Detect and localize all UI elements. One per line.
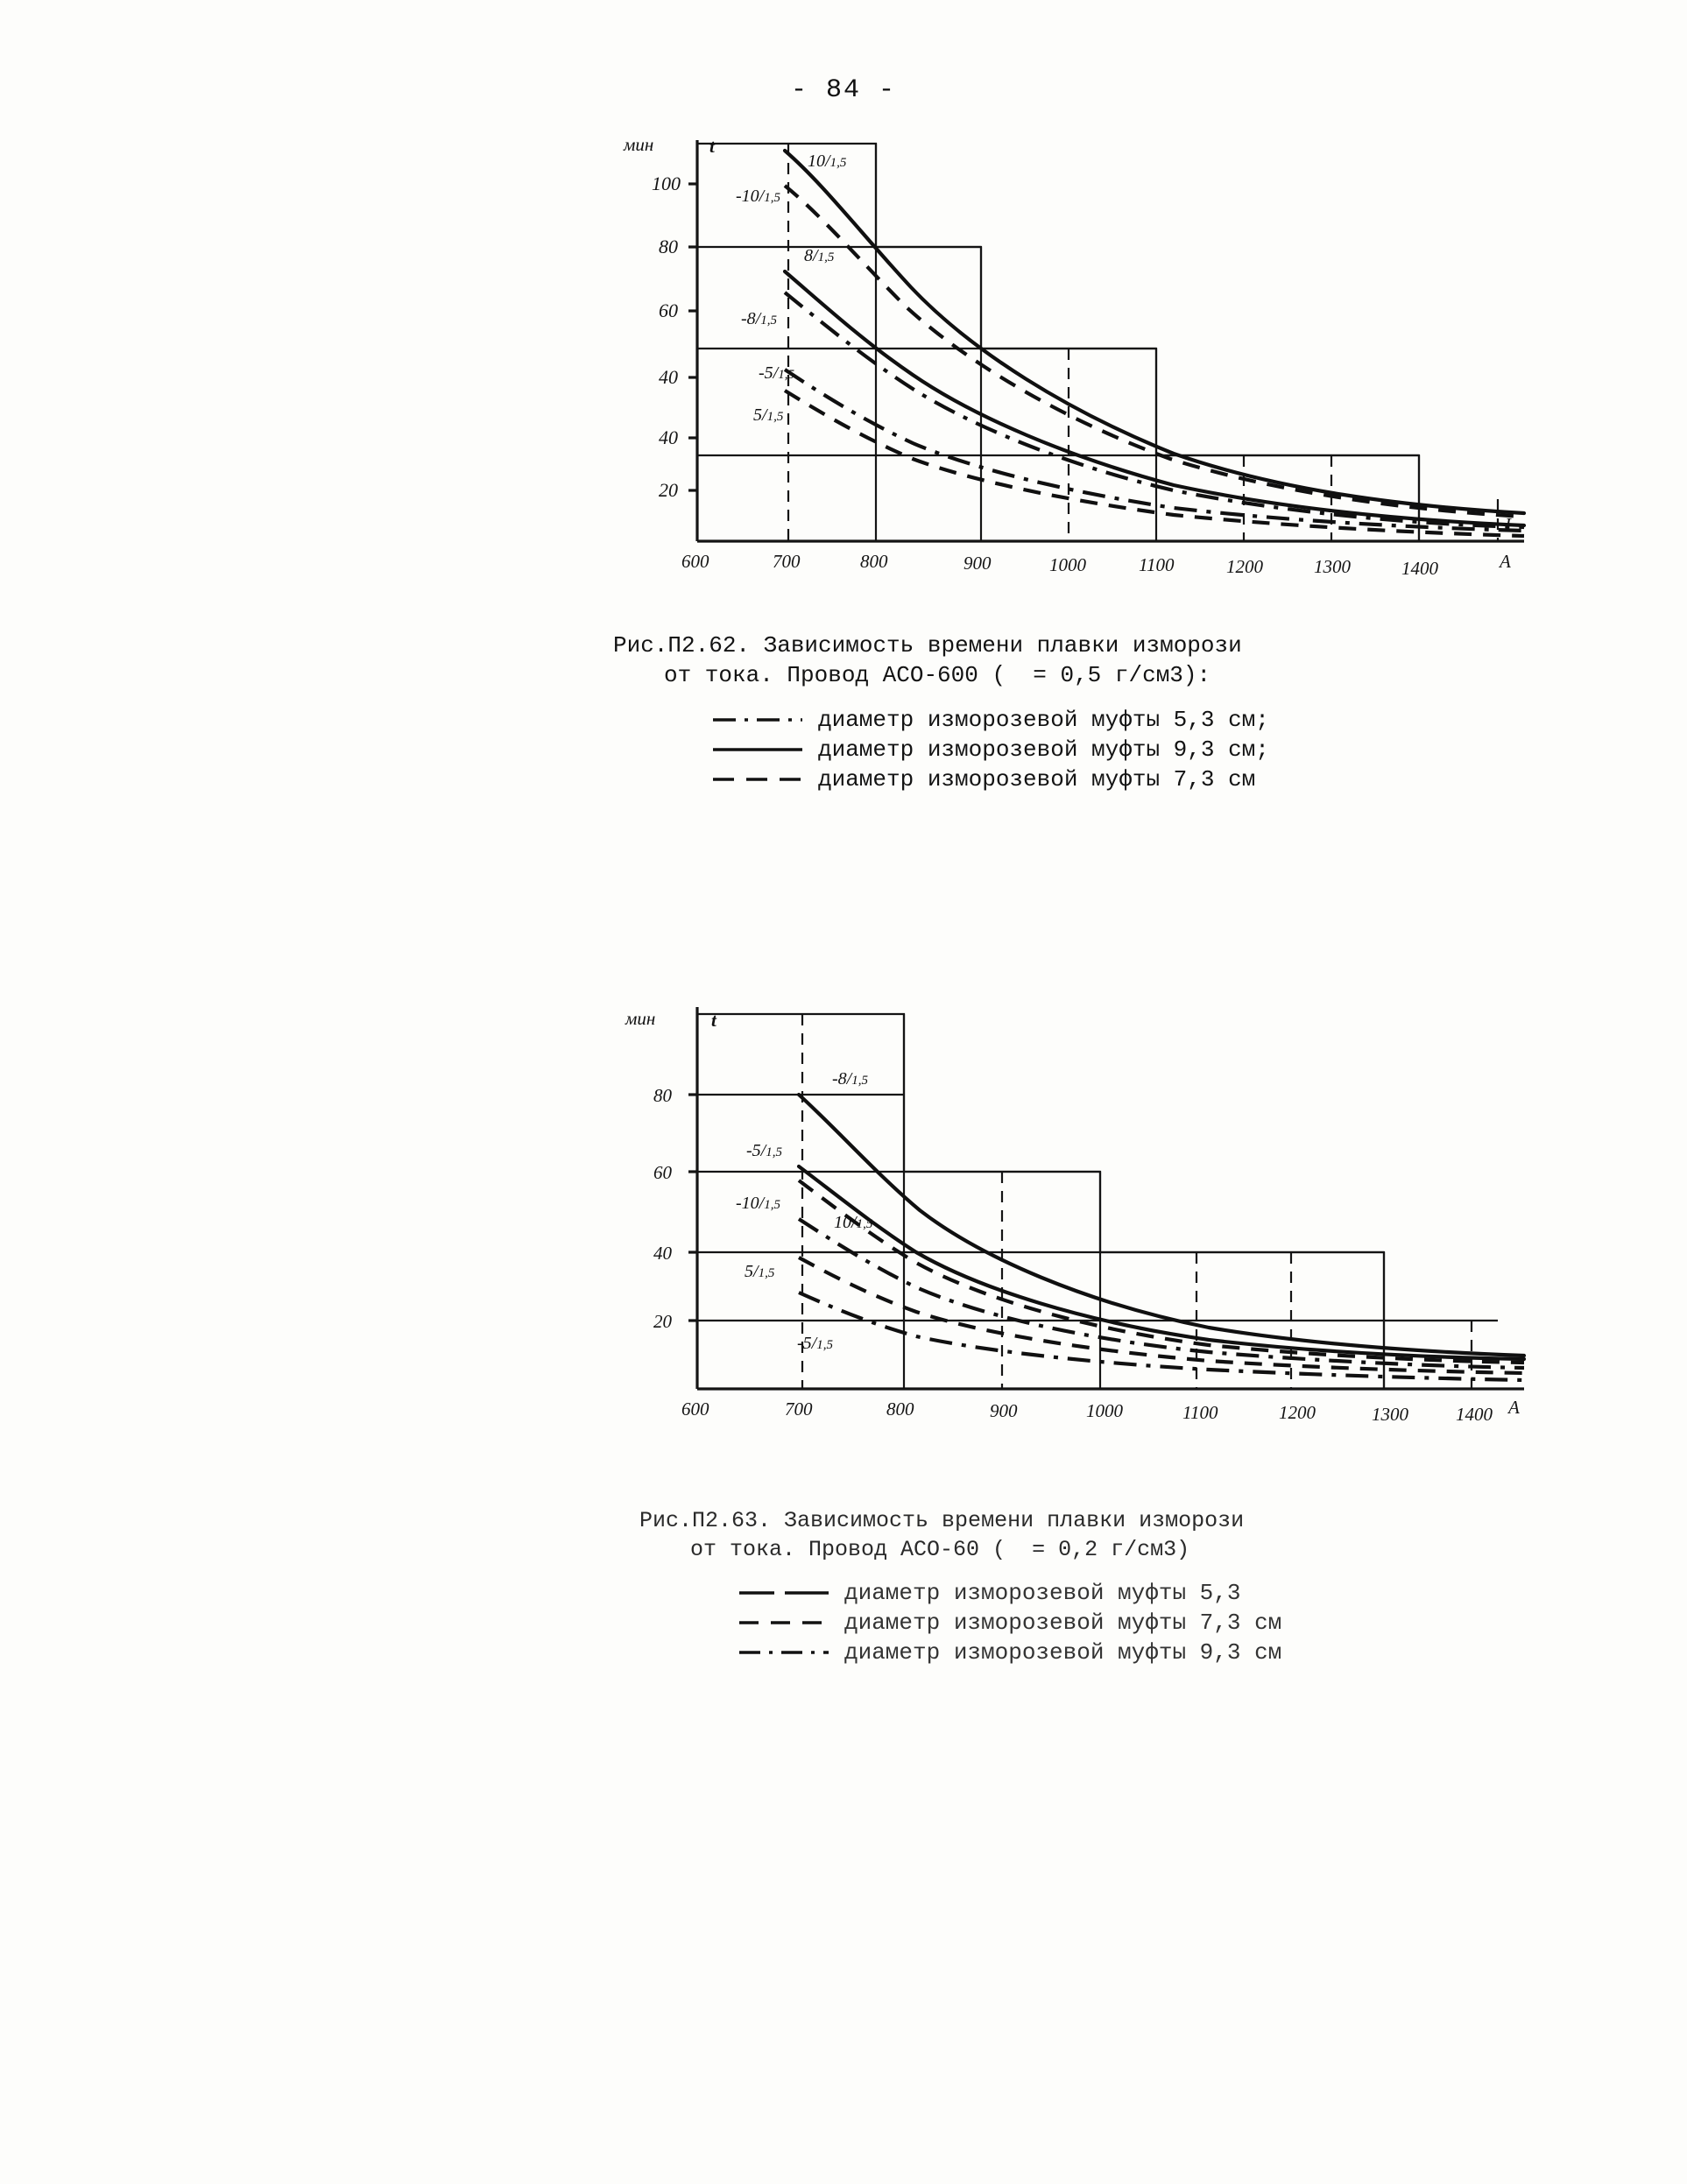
svg-text:700: 700: [785, 1398, 813, 1420]
svg-text:1400: 1400: [1401, 558, 1438, 579]
svg-text:t: t: [709, 136, 715, 157]
svg-text:900: 900: [963, 553, 992, 574]
legend-p2-63: [736, 1578, 1568, 1667]
svg-text:60: 60: [659, 299, 678, 321]
legend-label: диаметр изморозевой муфты 9,3 см: [844, 1639, 1282, 1666]
svg-text:1300: 1300: [1314, 556, 1351, 577]
svg-text:t: t: [711, 1010, 716, 1031]
legend-label: диаметр изморозевой муфты 7,3 см: [844, 1610, 1282, 1636]
svg-text:800: 800: [886, 1398, 914, 1420]
legend-p2-62: [709, 705, 1542, 794]
svg-text:-8/1,5: -8/1,5: [832, 1069, 868, 1088]
svg-text:60: 60: [653, 1162, 672, 1183]
legend-label: диаметр изморозевой муфты 9,3 см;: [818, 736, 1269, 763]
legend-item: [736, 1578, 1568, 1608]
chart-p2-62-canvas: [613, 131, 1542, 622]
figure-p2-63: [613, 998, 1542, 1666]
legend-sample-solid-icon: [736, 1584, 832, 1602]
svg-text:700: 700: [773, 551, 801, 572]
svg-text:900: 900: [990, 1400, 1018, 1421]
svg-text:1300: 1300: [1372, 1404, 1408, 1425]
svg-text:1100: 1100: [1139, 554, 1175, 575]
svg-text:1000: 1000: [1049, 554, 1086, 575]
figure-caption-p2-62: [613, 631, 1542, 794]
svg-text:10/1,5: 10/1,5: [834, 1213, 873, 1232]
caption-line-2: от тока. Провод АСО-60 ( = 0,2 г/см3): [690, 1537, 1190, 1562]
svg-text:5/1,5: 5/1,5: [745, 1262, 775, 1281]
caption-line-1: Рис.П2.62. Зависимость времени плавки изморози: [613, 632, 1242, 659]
legend-sample-dashed-icon: [709, 771, 806, 788]
svg-text:1400: 1400: [1456, 1404, 1493, 1425]
svg-text:A: A: [1500, 551, 1511, 572]
legend-item: [736, 1608, 1568, 1638]
legend-sample-solid-icon: [709, 741, 806, 758]
legend-label: диаметр изморозевой муфты 5,3 см;: [818, 706, 1269, 733]
chart-p2-63-canvas: [613, 998, 1542, 1454]
legend-label: диаметр изморозевой муфты 5,3: [844, 1580, 1241, 1606]
legend-label: диаметр изморозевой муфты 7,3 см: [818, 765, 1256, 793]
svg-text:20: 20: [653, 1311, 672, 1332]
svg-text:-8/1,5: -8/1,5: [741, 309, 777, 328]
svg-text:1100: 1100: [1182, 1402, 1218, 1423]
legend-item: [709, 735, 1542, 764]
svg-text:мин: мин: [624, 134, 654, 155]
svg-text:мин: мин: [625, 1008, 656, 1029]
svg-text:80: 80: [659, 236, 678, 257]
svg-text:-5/1,5: -5/1,5: [759, 363, 794, 383]
caption-line-1: Рис.П2.63. Зависимость времени плавки изморози: [639, 1508, 1245, 1533]
svg-text:5/1,5: 5/1,5: [753, 405, 784, 425]
svg-text:80: 80: [653, 1085, 672, 1106]
svg-text:-5/1,5: -5/1,5: [797, 1334, 833, 1353]
svg-text:10/1,5: 10/1,5: [808, 151, 847, 171]
figure-p2-62: [613, 131, 1542, 793]
svg-text:40: 40: [653, 1243, 672, 1264]
chart-p2-62: [613, 131, 1542, 622]
svg-text:40: 40: [659, 366, 678, 388]
legend-sample-dash-dot-icon: [736, 1644, 832, 1661]
svg-text:1200: 1200: [1226, 556, 1263, 577]
svg-text:I: I: [1505, 514, 1511, 535]
svg-text:8/1,5: 8/1,5: [804, 246, 835, 265]
svg-text:-10/1,5: -10/1,5: [736, 1194, 780, 1213]
legend-item: [736, 1638, 1568, 1667]
legend-item: [709, 764, 1542, 794]
chart-p2-63: [613, 998, 1542, 1454]
svg-text:40: 40: [659, 426, 678, 448]
svg-text:600: 600: [681, 1398, 709, 1420]
svg-text:-5/1,5: -5/1,5: [746, 1141, 782, 1160]
svg-text:1200: 1200: [1279, 1402, 1316, 1423]
svg-text:20: 20: [659, 479, 678, 501]
legend-sample-dashed-icon: [736, 1614, 832, 1631]
figure-caption-p2-63: [639, 1506, 1568, 1667]
legend-item: [709, 705, 1542, 735]
svg-text:1000: 1000: [1086, 1400, 1123, 1421]
page-number: - 84 -: [790, 75, 897, 105]
svg-text:800: 800: [860, 551, 888, 572]
legend-sample-dash-dot-icon: [709, 711, 806, 729]
svg-text:A: A: [1508, 1397, 1520, 1418]
svg-text:100: 100: [652, 173, 681, 194]
caption-line-2: от тока. Провод АСО-600 ( = 0,5 г/см3):: [664, 662, 1211, 689]
svg-text:-10/1,5: -10/1,5: [736, 187, 780, 206]
svg-text:600: 600: [681, 551, 709, 572]
